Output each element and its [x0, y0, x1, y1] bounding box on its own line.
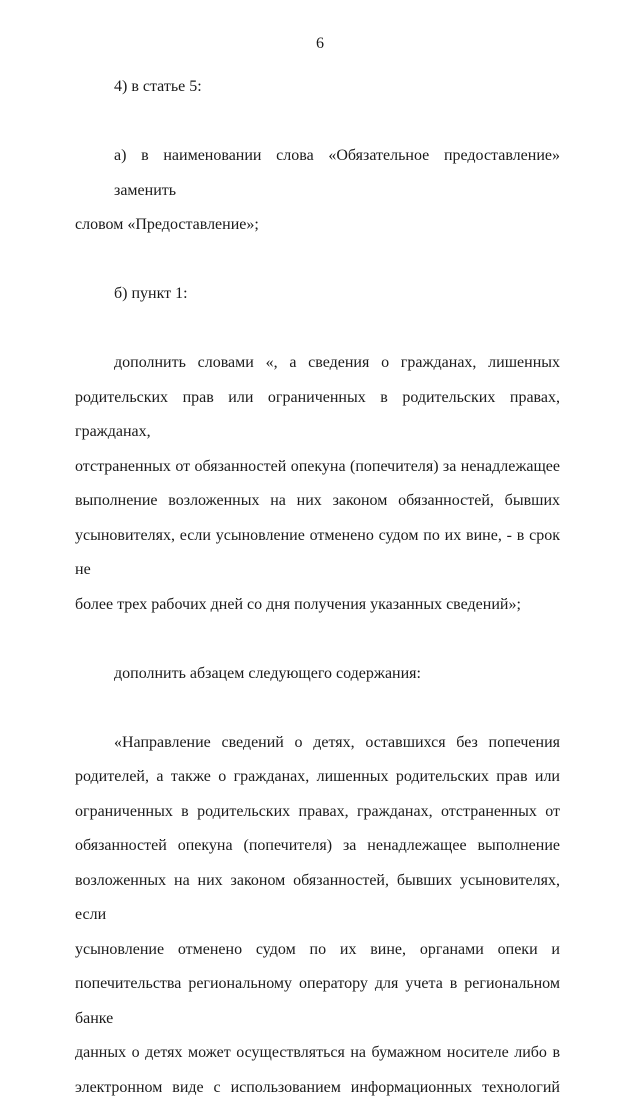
document-body [75, 70, 560, 1105]
text-line: усыновителях, если усыновление отменено судом по их вине, - в срок не [75, 519, 560, 588]
paragraph-gap [75, 243, 560, 278]
text-line: родительских прав или ограниченных в родительских правах, гражданах, [75, 381, 560, 450]
text-line: выполнение возложенных на них законом обязанностей, бывших [75, 484, 560, 519]
text-line: обязанностей опекуна (попечителя) за ненадлежащее выполнение [75, 829, 560, 864]
text-line: дополнить словами «, а сведения о гражданах, лишенных [75, 346, 560, 381]
text-line: возложенных на них законом обязанностей, бывших усыновителях, если [75, 864, 560, 933]
text-line: а) в наименовании слова «Обязательное предоставление» заменить [75, 139, 560, 208]
text-line: более трех рабочих дней со дня получения указанных сведений»; [75, 588, 560, 623]
text-line: отстраненных от обязанностей опекуна (попечителя) за ненадлежащее [75, 450, 560, 485]
text-line: ограниченных в родительских правах, гражданах, отстраненных от [75, 795, 560, 830]
paragraph-gap [75, 622, 560, 657]
text-line: «Направление сведений о детях, оставшихся без попечения [75, 726, 560, 761]
text-line: дополнить абзацем следующего содержания: [75, 657, 560, 692]
page-number: 6 [0, 35, 640, 53]
text-line: словом «Предоставление»; [75, 208, 560, 243]
text-line: усыновление отменено судом по их вине, органами опеки и [75, 933, 560, 968]
text-line: родителей, а также о гражданах, лишенных родительских прав или [75, 760, 560, 795]
text-line: данных о детях может осуществляться на бумажном носителе либо в [75, 1036, 560, 1071]
text-line: б) пункт 1: [75, 277, 560, 312]
paragraph-gap [75, 691, 560, 726]
paragraph-gap [75, 105, 560, 140]
paragraph-gap [75, 312, 560, 347]
text-line: электронном виде с использованием информационных технологий [75, 1071, 560, 1105]
text-line: 4) в статье 5: [75, 70, 560, 105]
text-line: попечительства региональному оператору для учета в региональном банке [75, 967, 560, 1036]
